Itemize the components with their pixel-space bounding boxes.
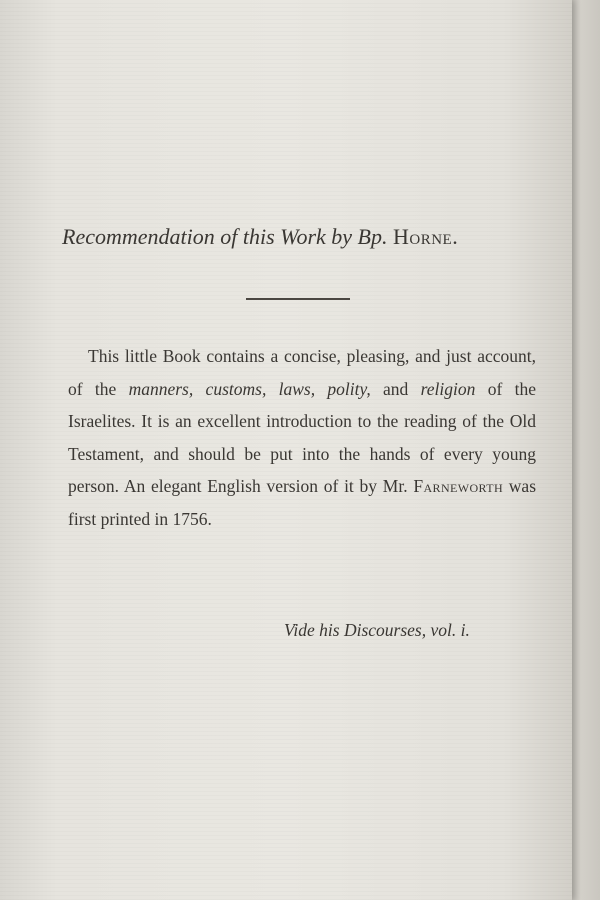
para-text-4: was first printed in 1756. (68, 476, 537, 529)
title-main: Recommendation of this Work by Bp. (62, 224, 393, 249)
para-text-1: This little Book contains a concise, pleasing, and just account, of the (68, 346, 536, 399)
para-translator-name: Farneworth (413, 476, 504, 496)
para-text-2: and (370, 378, 421, 399)
title-rule (246, 298, 350, 300)
para-text-3: of the Israelites. It is an excellent introduction to the reading of the Old Testament, and should be put into the hands of every young person. An elegant English version of it by Mr. (68, 378, 536, 496)
facing-page-edge (568, 0, 600, 900)
page-title (62, 224, 562, 250)
title-author: Horne. (392, 224, 459, 249)
citation: Vide his Discourses, vol. i. (284, 620, 470, 640)
para-italic-1: manners, customs, laws, polity, (128, 378, 371, 399)
recommendation-paragraph (68, 340, 536, 535)
para-italic-2: religion (420, 378, 476, 399)
